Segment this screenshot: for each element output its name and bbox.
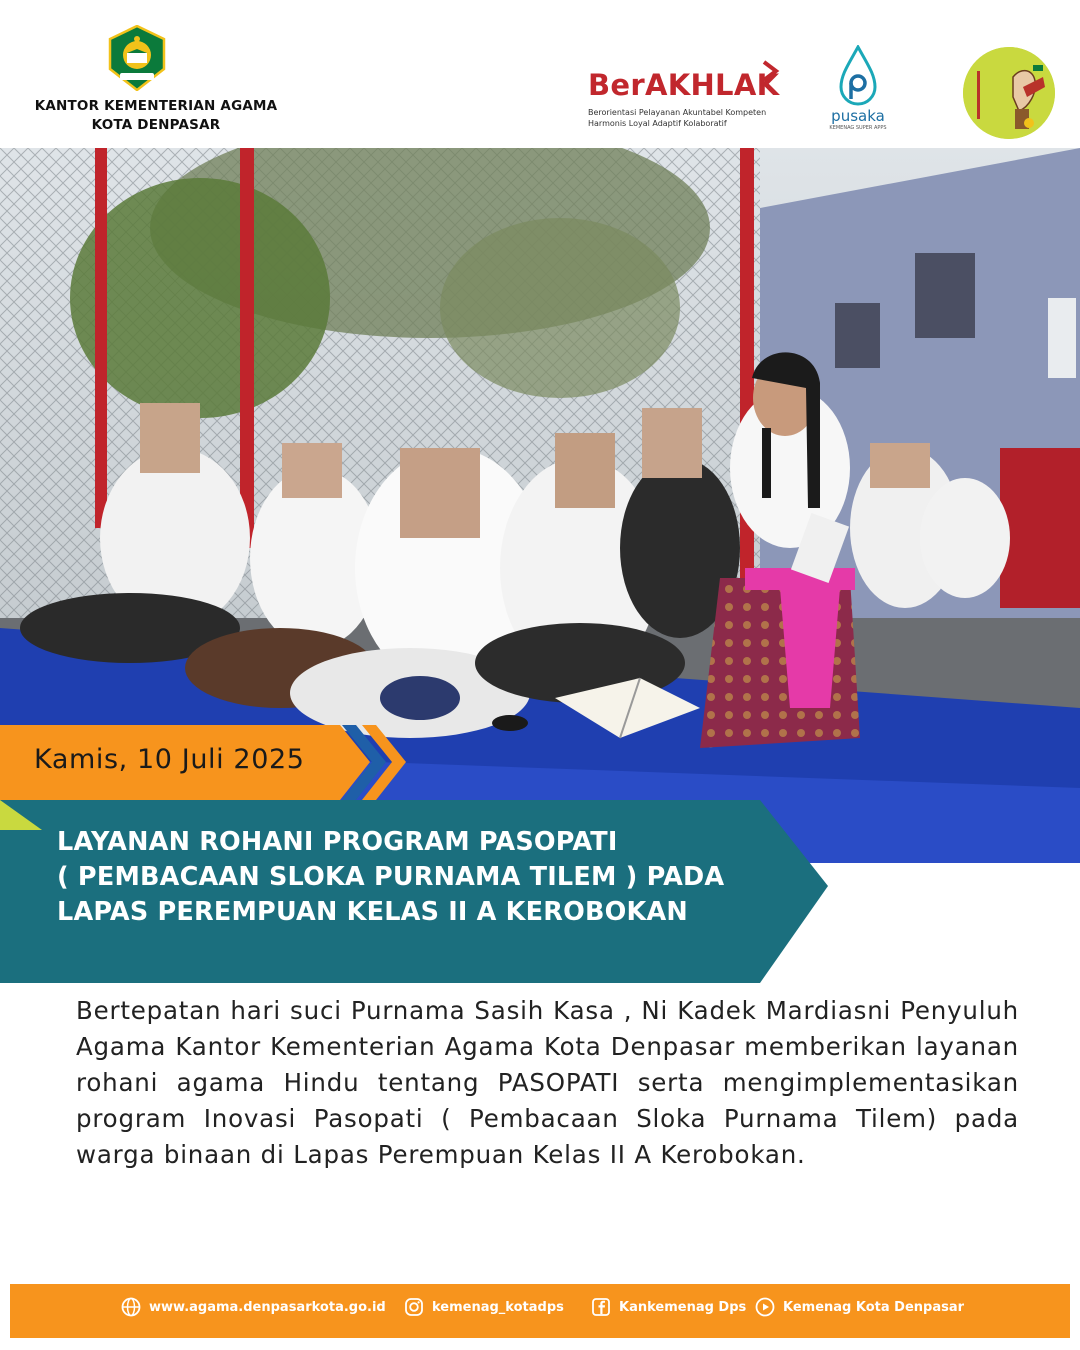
youtube-icon — [755, 1297, 775, 1317]
headline-line2: ( PEMBACAAN SLOKA PURNAMA TILEM ) PADA — [57, 862, 725, 892]
chevron-right-icon — [760, 60, 780, 82]
berakhlak-title: BerAKHLAK — [588, 68, 780, 102]
headline-line3: LAPAS PEREMPUAN KELAS II A KEROBOKAN — [57, 897, 688, 927]
kemenag-logo-icon — [108, 25, 166, 91]
headline — [57, 825, 777, 930]
footer-facebook[interactable] — [591, 1296, 746, 1318]
instagram-label: kemenag_kotadps — [432, 1299, 564, 1315]
pusaka-subtitle: KEMENAG SUPER APPS — [829, 125, 887, 131]
footer-website[interactable] — [121, 1296, 386, 1318]
berakhlak-subtitle-line1: Berorientasi Pelayanan Akuntabel Kompeten — [588, 108, 767, 117]
instagram-icon — [404, 1297, 424, 1317]
facebook-icon — [591, 1297, 611, 1317]
headline-line1: LAYANAN ROHANI PROGRAM PASOPATI — [57, 827, 618, 857]
youtube-label: Kemenag Kota Denpasar — [783, 1299, 965, 1315]
satu-amal-badge-icon — [963, 47, 1055, 139]
website-label: www.agama.denpasarkota.go.id — [149, 1299, 386, 1315]
water-drop-icon — [838, 45, 878, 107]
globe-icon — [121, 1297, 141, 1317]
facebook-label: Kankemenag Dps — [619, 1299, 747, 1315]
pusaka-name: pusaka — [831, 107, 885, 125]
org-name-line2: KOTA DENPASAR — [91, 117, 221, 133]
pusaka-logo — [818, 45, 898, 135]
org-name-line1: KANTOR KEMENTERIAN AGAMA — [34, 98, 278, 114]
footer-instagram[interactable] — [404, 1296, 564, 1318]
berakhlak-logo — [588, 60, 783, 130]
berakhlak-subtitle-line2: Harmonis Loyal Adaptif Kolaboratif — [588, 119, 727, 128]
article-body: Bertepatan hari suci Purnama Sasih Kasa , Ni Kadek Mardiasni Penyuluh Agama Kantor Kementerian Agama Kota Denpasar memberikan layanan rohani agama Hindu tentang PASOPATI serta mengimplementasikan program Inovasi Pasopati ( Pembacaan Sloka Purnama Tilem) pada warga binaan di Lapas Perempuan Kelas II A Kerobokan. — [76, 996, 1019, 1169]
footer-youtube[interactable] — [755, 1296, 964, 1318]
date-label: Kamis, 10 Juli 2025 — [34, 744, 305, 775]
